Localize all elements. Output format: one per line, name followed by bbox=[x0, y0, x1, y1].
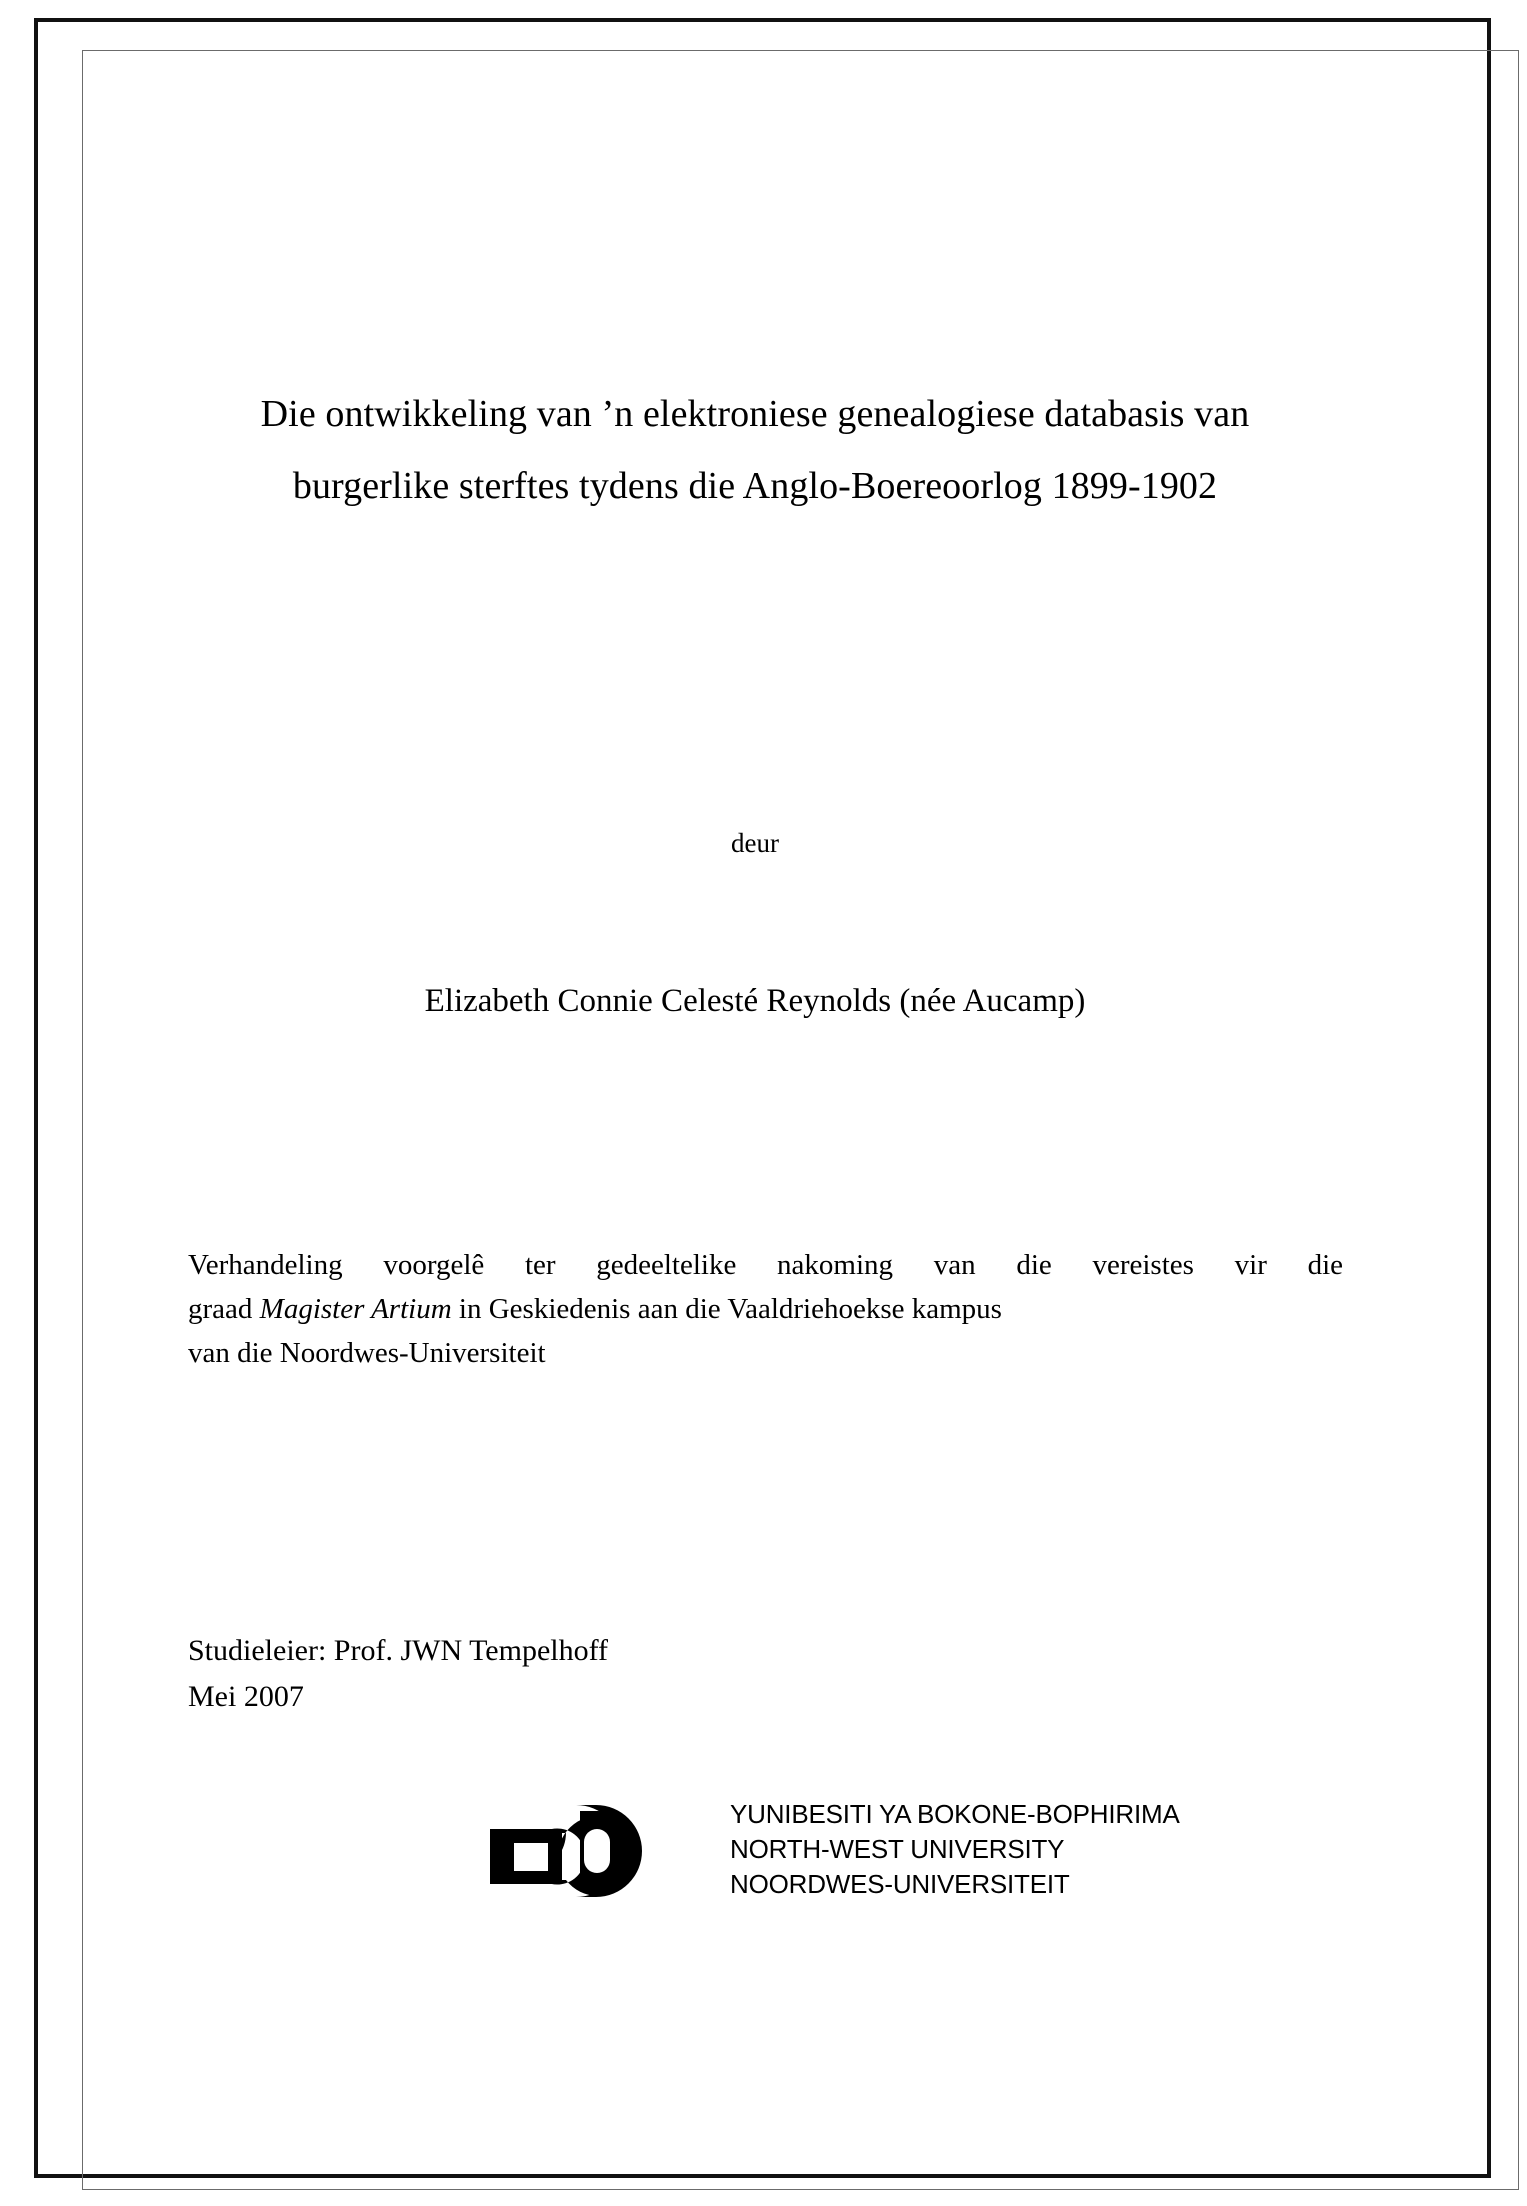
degree-statement-line-3: van die Noordwes-Universiteit bbox=[188, 1337, 546, 1369]
logo-text-line-2: NORTH-WEST UNIVERSITY bbox=[730, 1834, 1065, 1864]
supervisor-and-date bbox=[188, 1628, 1088, 1720]
byline-label: deur bbox=[731, 828, 779, 858]
date-line: Mei 2007 bbox=[188, 1680, 304, 1713]
title-line-1: Die ontwikkeling van ’n elektroniese genealogiese databasis van bbox=[260, 393, 1250, 435]
degree-statement-line-2-prefix: graad bbox=[188, 1293, 260, 1325]
logo-text-line-1: YUNIBESITI YA BOKONE-BOPHIRIMA bbox=[730, 1799, 1180, 1829]
title-line-2: burgerlike sterftes tydens die Anglo-Boereoorlog 1899-1902 bbox=[292, 465, 1218, 507]
degree-statement bbox=[188, 1243, 1343, 1375]
author-name: Elizabeth Connie Celesté Reynolds (née Aucamp) bbox=[424, 983, 1086, 1019]
nwu-logo-mark-icon bbox=[480, 1799, 680, 1914]
university-logo bbox=[480, 1793, 1240, 1923]
page-title bbox=[150, 378, 1360, 522]
degree-statement-line-1: Verhandeling voorgelê ter gedeeltelike nakoming van die vereistes vir die bbox=[188, 1249, 1343, 1281]
logo-text bbox=[730, 1797, 1180, 1902]
supervisor-line: Studieleier: Prof. JWN Tempelhoff bbox=[188, 1634, 609, 1667]
degree-statement-line-2 bbox=[188, 1287, 1343, 1331]
title-page-content bbox=[150, 28, 1360, 2128]
logo-text-line-3: NOORDWES-UNIVERSITEIT bbox=[730, 1869, 1070, 1899]
degree-statement-line-2-suffix: in Geskiedenis aan die Vaaldriehoekse kampus bbox=[451, 1293, 1002, 1325]
degree-name-italic: Magister Artium bbox=[259, 1293, 452, 1325]
